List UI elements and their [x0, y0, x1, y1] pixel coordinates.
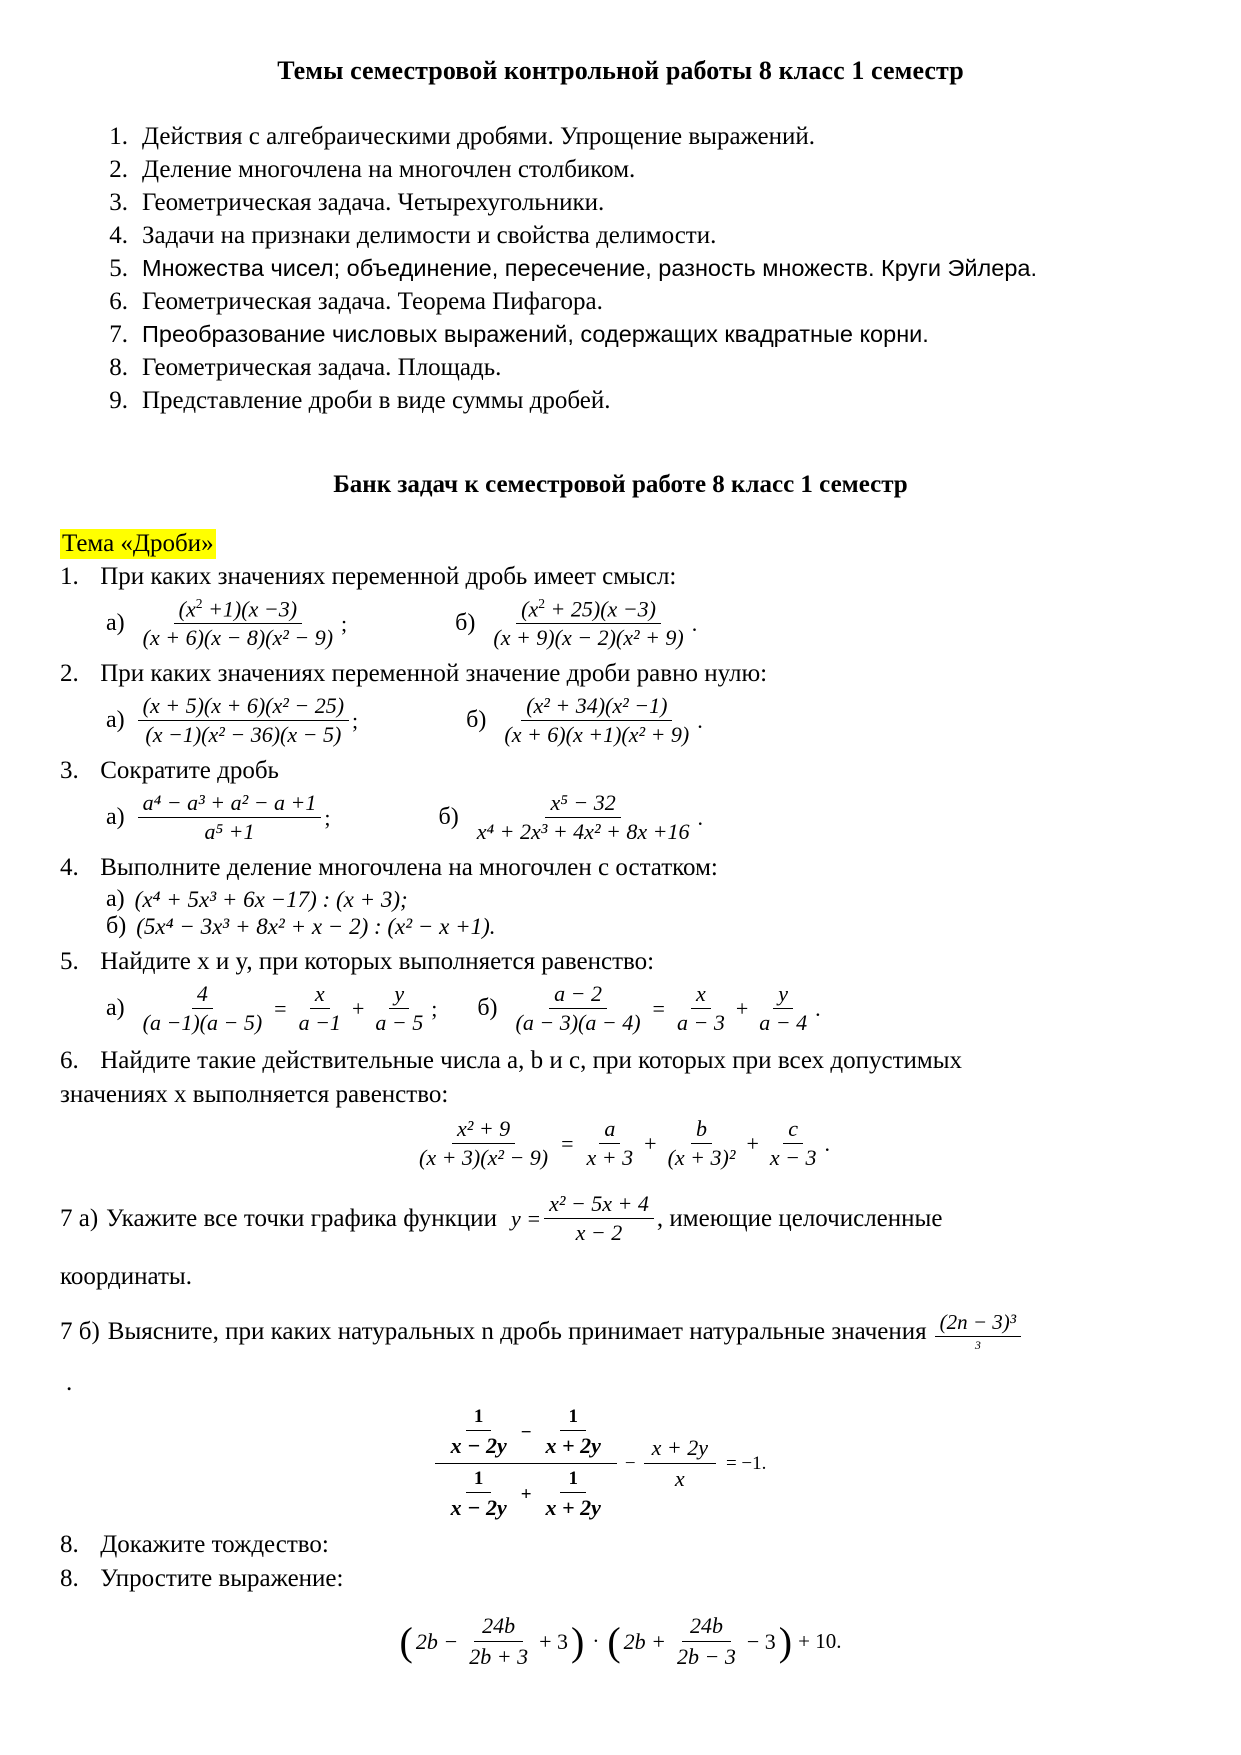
formula-4a: (x⁴ + 5x³ + 6x −17) : (x + 3); — [134, 886, 408, 912]
list-item-label: Геометрическая задача. Площадь. — [142, 354, 502, 381]
list-item — [86, 285, 1181, 318]
equals-sign: = — [652, 995, 665, 1021]
task-number: 5. — [60, 948, 79, 976]
task-1 — [60, 561, 1181, 593]
list-item-label: Геометрическая задача. Четырехугольники. — [142, 189, 605, 216]
multiply-dot: · — [592, 1629, 600, 1654]
task-8b — [60, 1563, 1181, 1595]
task-7a-label: 7 а) — [60, 1204, 99, 1232]
subtask-label-b: б) — [438, 804, 459, 831]
expr-part-3: 2b + — [623, 1628, 667, 1654]
task-8b-formula — [60, 1611, 1181, 1672]
y-equals: y = — [510, 1205, 542, 1231]
formula-3b: $\frac{\text{x⁵ − 32}}{\text{x⁴ + 2x³ + 4x² + 8x +16}}$ — [476, 790, 690, 845]
formula-5b-r2: $\frac{y}{a - 4}$ — [759, 981, 808, 1036]
expr-part-5: + 10. — [798, 1629, 842, 1654]
formula-1a: $\frac{(x^2 +1)(x -3)}{\text{(x + 6)(x − 8)(x² − 9)}}$ — [142, 596, 334, 651]
task-text: Выполните деление многочлена на многочлен с остатком: — [100, 854, 718, 882]
list-item — [86, 384, 1181, 417]
compound-den-left: $\frac{1}{x - 2y}$ — [450, 1468, 507, 1521]
task-7b-label: 7 б) — [60, 1317, 100, 1345]
formula-4b: (5x⁴ − 3x³ + 8x² + x − 2) : (x² − x +1). — [136, 913, 496, 939]
compound-num-left: $\frac{1}{x - 2y}$ — [450, 1406, 507, 1459]
list-item-label: Задачи на признаки делимости и свойства делимости. — [142, 222, 717, 249]
equals-sign: = — [274, 995, 287, 1021]
subtask-label-b: б) — [477, 995, 498, 1022]
theme-label-highlight: Тема «Дроби» — [62, 530, 214, 557]
task-text: При каких значениях переменной значение дроби равно нулю: — [100, 660, 768, 688]
formula-3a: $\frac{\text{a⁴ − a³ + a² − a +1}}{\text{a⁵ +1}}$ — [138, 789, 322, 846]
task-7a-line2 — [60, 1261, 1181, 1293]
expr-part-1: 2b − — [415, 1628, 459, 1654]
formula-5a-r2: $\frac{y}{a - 5}$ — [375, 981, 424, 1036]
task-4b — [106, 913, 1181, 940]
plus-sign: + — [520, 1483, 532, 1505]
task-3-formulas — [106, 789, 1181, 846]
task-1-formulas — [106, 595, 1181, 652]
task-text: Сократите дробь — [100, 757, 279, 785]
formula-2a: $\frac{\text{(x + 5)(x + 6)(x² − 25)}}{\text{(x −1)(x² − 36)(x − 5)}}$ — [138, 692, 349, 749]
task-number: 4. — [60, 854, 79, 882]
plus-sign: + — [644, 1130, 657, 1156]
subtask-label-b: б) — [466, 707, 487, 734]
formula-3b-tail: . — [697, 804, 703, 830]
page-title: Темы семестровой контрольной работы 8 класс 1 семестр — [277, 56, 964, 85]
section-title-task-bank: Банк задач к семестровой работе 8 класс 1 семестр — [333, 471, 908, 498]
list-item-number: 9. — [109, 387, 128, 414]
fraction-1: $\frac{24b}{2b + 3}$ — [469, 1613, 529, 1670]
formula-5b-tail: . — [815, 995, 821, 1021]
formula-2b-tail: . — [697, 707, 703, 733]
formula-6-r3: $\frac{c}{x - 3}$ — [769, 1116, 817, 1171]
list-item-label: Преобразование числовых выражений, содержащих квадратные корни. — [142, 321, 929, 347]
subtask-label-a: а) — [106, 707, 125, 734]
close-paren-2: ) — [778, 1618, 793, 1664]
formula-2a-tail: ; — [352, 707, 359, 733]
formula-5b-r1: $\frac{x}{a - 3}$ — [676, 981, 725, 1036]
formula-5a-r1: $\frac{x}{a -1}$ — [298, 981, 341, 1036]
list-item-label: Множества чисел; объединение, пересечение, разность множеств. Круги Эйлера. — [142, 255, 1037, 281]
formula-5a-tail: ; — [431, 995, 438, 1021]
list-item — [86, 153, 1181, 186]
list-item — [86, 186, 1181, 219]
task-5 — [60, 946, 1181, 978]
task-text: Докажите тождество: — [100, 1531, 329, 1559]
compound-num-right: $\frac{1}{x + 2y}$ — [545, 1406, 601, 1459]
formula-6-r1: $\frac{a}{x + 3}$ — [586, 1116, 634, 1171]
formula-7a: $\frac{\text{x² − 5x + 4}}{x - 2}$ — [544, 1190, 654, 1247]
fraction-2: $\frac{24b}{2b - 3}$ — [677, 1613, 736, 1670]
expr-part-2: + 3 — [539, 1628, 568, 1654]
equals-minus-one: = −1. — [725, 1452, 767, 1474]
list-item — [86, 252, 1181, 285]
task-text: Найдите x и y, при которых выполняется равенство: — [100, 948, 655, 976]
formula-6-lhs: $\frac{\text{x² + 9}}{\text{(x + 3)(x² − 9)}}$ — [419, 1116, 549, 1171]
open-paren-2: ( — [607, 1618, 621, 1664]
compound-fraction — [435, 1402, 617, 1525]
task-6-formula — [60, 1115, 1181, 1172]
task-text-cont: значениях x выполняется равенство: — [60, 1081, 449, 1109]
compound-den-right: $\frac{1}{x + 2y}$ — [545, 1468, 601, 1521]
task-7a-text: Укажите все точки графика функции — [106, 1204, 497, 1232]
task-7b-text: Выясните, при каких натуральных n дробь принимает натуральные значения — [107, 1317, 927, 1345]
formula-3a-tail: ; — [324, 804, 331, 830]
plus-sign: + — [735, 995, 749, 1021]
task-text-cont: координаты. — [60, 1263, 192, 1291]
task-number: 8. — [60, 1531, 79, 1559]
list-item-label: Геометрическая задача. Теорема Пифагора. — [142, 288, 603, 315]
subtask-label-a: а) — [106, 610, 125, 637]
task-7a — [60, 1190, 1181, 1247]
equals-sign: = — [561, 1130, 574, 1156]
task-4 — [60, 852, 1181, 884]
task-number: 1. — [60, 563, 79, 590]
task-text: Найдите такие действительные числа a, b и c, при которых при всех допустимых — [100, 1047, 963, 1075]
plus-sign: + — [746, 1130, 759, 1156]
formula-1b-tail: . — [691, 610, 698, 636]
expr-part-4: − 3 — [746, 1628, 776, 1654]
formula-1a-tail: ; — [341, 610, 348, 636]
theme-heading — [60, 529, 1181, 559]
task-number: 6. — [60, 1047, 79, 1075]
task-7a-text-after: , имеющие целочисленные — [656, 1204, 943, 1232]
task-4a — [106, 886, 1181, 913]
task-3 — [60, 755, 1181, 787]
task-5-formulas — [106, 980, 1181, 1037]
minus-sign-2: − — [624, 1452, 636, 1474]
task-text: Упростите выражение: — [100, 1565, 344, 1593]
list-item — [86, 351, 1181, 384]
list-item — [86, 219, 1181, 252]
task-8a-formula — [20, 1402, 1181, 1525]
list-item-number: 1. — [109, 123, 128, 150]
task-text: При каких значениях переменной дробь имеет смысл: — [100, 563, 677, 590]
task-number: 2. — [60, 660, 79, 688]
close-paren-1: ) — [571, 1618, 585, 1664]
list-item-number: 7. — [109, 321, 128, 348]
task-8a — [60, 1529, 1181, 1561]
list-item — [86, 318, 1181, 351]
subtask-label-b: б) — [106, 913, 127, 940]
minus-sign: − — [520, 1421, 532, 1443]
subtask-label-b: б) — [455, 610, 476, 637]
list-item-number: 8. — [109, 354, 128, 381]
list-item-number: 4. — [109, 222, 128, 249]
formula-5a-lhs: $\frac{4}{(a -1)(a - 5)}$ — [142, 981, 263, 1036]
formula-5b-lhs: $\frac{a - 2}{(a - 3)(a - 4)}$ — [515, 981, 641, 1036]
topics-list — [86, 120, 1181, 417]
task-2 — [60, 658, 1181, 690]
task-6-line1 — [60, 1045, 1181, 1077]
last-fraction: $\frac{x + 2y}{x}$ — [644, 1433, 716, 1494]
formula-2b: $\frac{\text{(x² + 34)(x² −1)}}{\text{(x + 6)(x +1)(x² + 9)}}$ — [504, 693, 690, 748]
plus-sign: + — [351, 995, 365, 1021]
open-paren-1: ( — [399, 1618, 413, 1664]
list-item-label: Представление дроби в виде суммы дробей. — [142, 387, 611, 414]
task-7b-trailing-dot: . — [66, 1369, 73, 1397]
formula-1b: $\frac{(x^2 + 25)(x -3)}{\text{(x + 9)(x − 2)(x² + 9)}}$ — [493, 596, 684, 651]
task-number: 3. — [60, 757, 79, 785]
formula-6-tail: . — [824, 1130, 830, 1156]
subtask-label-a: а) — [106, 886, 125, 913]
formula-7b: $\frac{\text{(2n − 3)³}}{3}$ — [935, 1309, 1021, 1354]
list-item-number: 3. — [109, 189, 128, 216]
task-2-formulas — [106, 692, 1181, 749]
task-7b — [60, 1309, 1181, 1354]
formula-6-r2: $\frac{b}{\text{(x + 3)²}}$ — [667, 1116, 736, 1171]
subtask-label-a: а) — [106, 804, 125, 831]
task-number: 8. — [60, 1565, 79, 1593]
list-item-label: Деление многочлена на многочлен столбиком. — [142, 156, 636, 183]
list-item-label: Действия с алгебраическими дробями. Упрощение выражений. — [142, 123, 815, 150]
list-item — [86, 120, 1181, 153]
list-item-number: 6. — [109, 288, 128, 315]
list-item-number: 2. — [109, 156, 128, 183]
task-6-line2 — [60, 1079, 1181, 1111]
subtask-label-a: а) — [106, 995, 125, 1022]
list-item-number: 5. — [109, 255, 128, 282]
